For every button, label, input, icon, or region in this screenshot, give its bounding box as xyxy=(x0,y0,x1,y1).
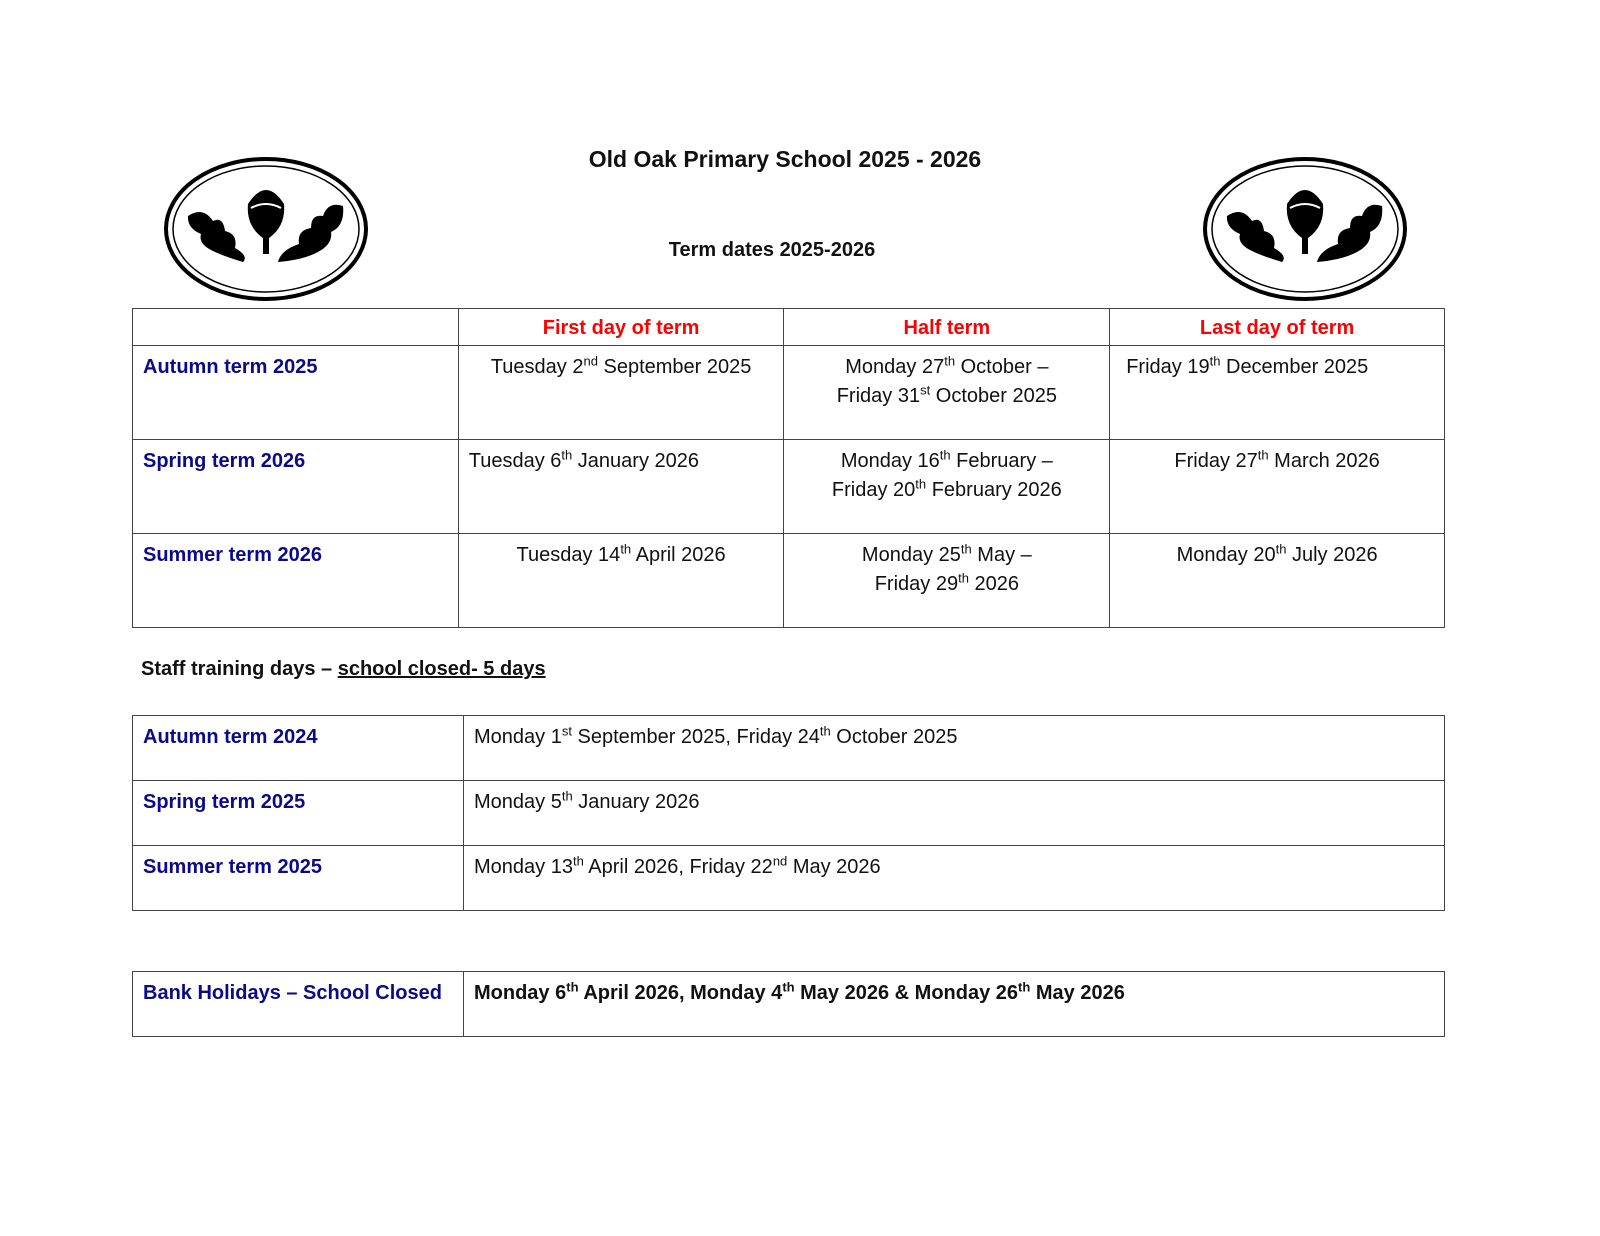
table-row xyxy=(133,846,1445,911)
text-segment: October 2025 xyxy=(930,385,1057,407)
column-header: Last day of term xyxy=(1110,309,1445,346)
bank-holiday-dates-cell xyxy=(464,972,1445,1037)
last-day-cell xyxy=(1110,346,1445,440)
text-line xyxy=(794,570,1099,599)
last-day-cell xyxy=(1110,534,1445,628)
text-segment: Monday 13 xyxy=(474,856,573,878)
page-title: Old Oak Primary School 2025 - 2026 xyxy=(588,146,982,172)
first-day-cell xyxy=(458,440,784,534)
ordinal-suffix: th xyxy=(960,541,972,557)
text-segment: Monday 25 xyxy=(861,544,961,566)
text-segment: Tuesday 6 xyxy=(468,450,562,472)
text-segment: Friday 31 xyxy=(836,385,921,407)
term-label: Summer term 2025 xyxy=(133,846,464,911)
text-segment: January 2026 xyxy=(572,791,700,813)
ordinal-suffix: th xyxy=(782,979,795,995)
text-line xyxy=(474,853,1434,882)
text-line xyxy=(474,723,1434,752)
text-line xyxy=(469,353,774,382)
text-segment: May 2026 xyxy=(787,856,881,878)
term-label: Summer term 2026 xyxy=(133,534,459,628)
term-label: Autumn term 2024 xyxy=(133,716,464,781)
text-segment: September 2025, Friday 24 xyxy=(571,726,820,748)
first-day-cell xyxy=(458,346,784,440)
ordinal-suffix: th xyxy=(561,788,573,804)
ordinal-suffix: st xyxy=(920,382,931,398)
column-header: First day of term xyxy=(458,309,784,346)
column-header: Half term xyxy=(784,309,1110,346)
text-segment: Monday 1 xyxy=(474,726,562,748)
ordinal-suffix: nd xyxy=(583,353,598,369)
text-line xyxy=(469,541,774,570)
school-logo-left xyxy=(163,156,369,302)
ordinal-suffix: st xyxy=(561,723,572,739)
ordinal-suffix: th xyxy=(958,570,969,586)
ordinal-suffix: th xyxy=(620,541,632,557)
ordinal-suffix: th xyxy=(566,979,579,995)
text-segment: Monday 27 xyxy=(845,356,945,378)
column-header xyxy=(133,309,459,346)
half-term-cell xyxy=(784,534,1110,628)
text-line xyxy=(474,979,1434,1008)
text-segment: April 2026 xyxy=(631,544,726,566)
text-segment: Tuesday 14 xyxy=(516,544,621,566)
ordinal-suffix: th xyxy=(1209,353,1221,369)
training-dates-cell xyxy=(464,846,1445,911)
text-segment: March 2026 xyxy=(1268,450,1380,472)
text-segment: May 2026 & Monday 26 xyxy=(794,982,1019,1004)
text-segment: Friday 29 xyxy=(874,573,959,595)
term-label: Spring term 2025 xyxy=(133,781,464,846)
text-line xyxy=(794,382,1099,411)
text-segment: April 2026, Friday 22 xyxy=(583,856,773,878)
last-day-cell xyxy=(1110,440,1445,534)
text-segment: Monday 5 xyxy=(474,791,562,813)
half-term-cell xyxy=(784,440,1110,534)
text-segment: Friday 27 xyxy=(1174,450,1258,472)
text-segment: December 2025 xyxy=(1220,356,1369,378)
text-line xyxy=(1120,447,1434,476)
text-segment: October – xyxy=(955,356,1049,378)
text-segment: September 2025 xyxy=(597,356,752,378)
text-line xyxy=(1120,541,1434,570)
staff-heading-text: Staff training days – xyxy=(141,658,338,680)
ordinal-suffix: th xyxy=(561,447,573,463)
text-segment: Tuesday 2 xyxy=(490,356,584,378)
text-segment: January 2026 xyxy=(572,450,699,472)
table-row xyxy=(133,440,1445,534)
text-line xyxy=(474,788,1434,817)
text-line xyxy=(794,541,1099,570)
staff-training-table xyxy=(132,715,1445,911)
table-row xyxy=(133,534,1445,628)
bank-holidays-table xyxy=(132,971,1445,1037)
ordinal-suffix: th xyxy=(939,447,951,463)
training-dates-cell xyxy=(464,716,1445,781)
first-day-cell xyxy=(458,534,784,628)
page-subtitle: Term dates 2025-2026 xyxy=(668,239,876,261)
term-label: Spring term 2026 xyxy=(133,440,459,534)
text-segment: May 2026 xyxy=(1030,982,1125,1004)
staff-heading-underlined: school closed- 5 days xyxy=(337,658,546,680)
term-label: Autumn term 2025 xyxy=(133,346,459,440)
text-segment: October 2025 xyxy=(830,726,958,748)
term-dates-table xyxy=(132,308,1445,628)
text-segment: Monday 20 xyxy=(1176,544,1276,566)
ordinal-suffix: th xyxy=(1018,979,1031,995)
text-line xyxy=(1126,353,1434,382)
text-line xyxy=(794,476,1099,505)
text-line xyxy=(794,353,1099,382)
text-segment: 2026 xyxy=(968,573,1019,595)
ordinal-suffix: th xyxy=(1257,447,1269,463)
text-segment: July 2026 xyxy=(1286,544,1378,566)
staff-training-heading xyxy=(141,658,546,681)
table-row xyxy=(133,716,1445,781)
text-segment: April 2026, Monday 4 xyxy=(578,982,783,1004)
table-header-row xyxy=(133,309,1445,346)
text-segment: Friday 20 xyxy=(831,479,916,501)
text-line xyxy=(794,447,1099,476)
ordinal-suffix: nd xyxy=(772,853,788,869)
ordinal-suffix: th xyxy=(572,853,584,869)
text-line xyxy=(469,447,774,476)
ordinal-suffix: th xyxy=(1275,541,1287,557)
table-row xyxy=(133,346,1445,440)
ordinal-suffix: th xyxy=(944,353,956,369)
text-segment: February – xyxy=(950,450,1053,472)
text-segment: Monday 16 xyxy=(840,450,940,472)
bank-holidays-label: Bank Holidays – School Closed xyxy=(133,972,464,1037)
school-logo-right xyxy=(1202,156,1408,302)
ordinal-suffix: th xyxy=(915,476,927,492)
text-segment: Monday 6 xyxy=(474,982,567,1004)
text-segment: Friday 19 xyxy=(1126,356,1210,378)
text-segment: February 2026 xyxy=(926,479,1062,501)
training-dates-cell xyxy=(464,781,1445,846)
ordinal-suffix: th xyxy=(819,723,831,739)
table-row xyxy=(133,972,1445,1037)
text-segment: May – xyxy=(971,544,1032,566)
table-row xyxy=(133,781,1445,846)
half-term-cell xyxy=(784,346,1110,440)
